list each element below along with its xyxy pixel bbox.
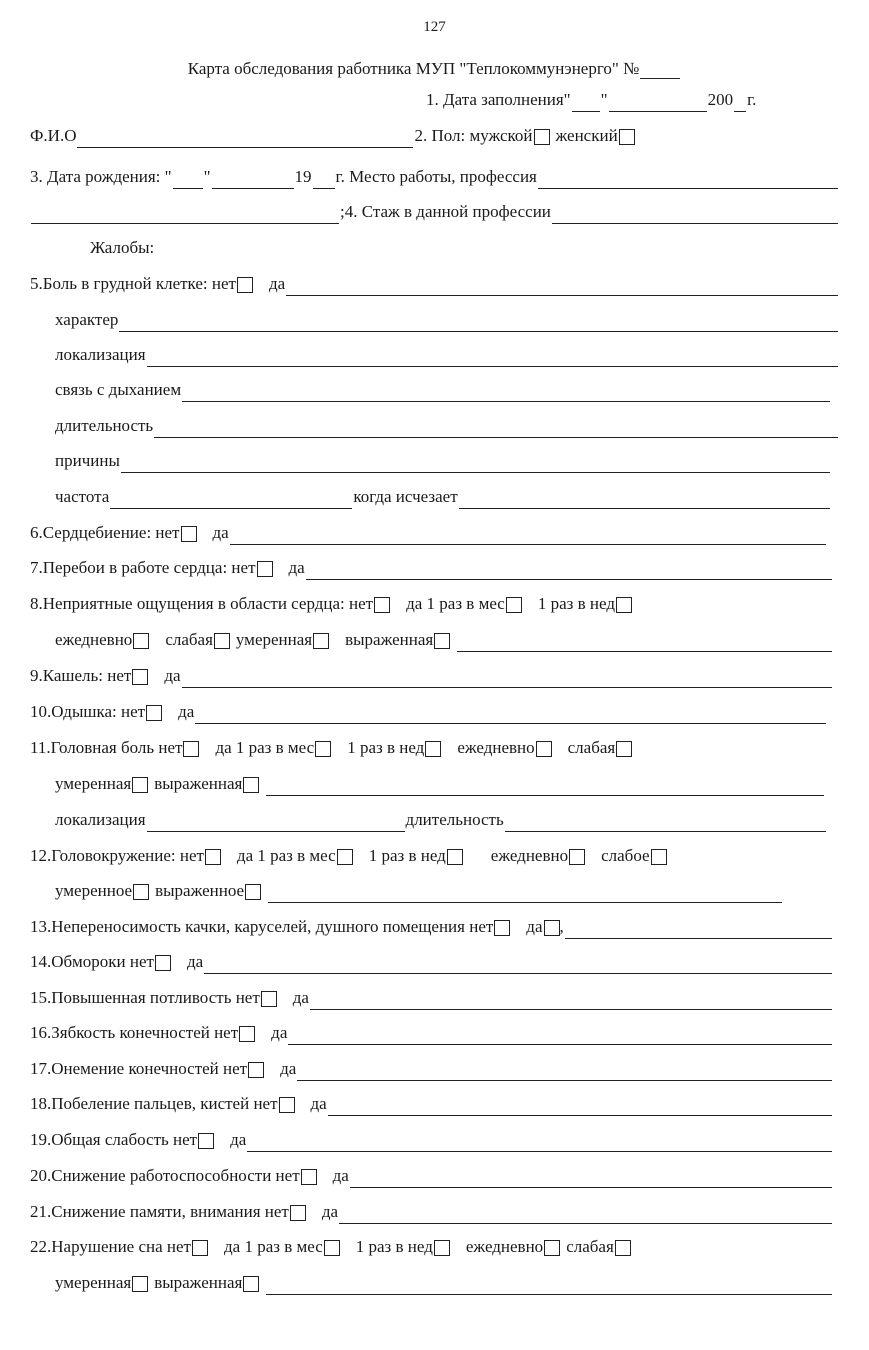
q7-label: 7.Перебои в работе сердца: нет [30,558,256,577]
q22-no-checkbox[interactable] [192,1240,208,1256]
q18-yes-label: да [310,1094,327,1113]
q8-monthly-label: да 1 раз в мес [406,594,505,613]
q5-duration-field[interactable] [154,418,838,438]
q6-row [30,521,827,545]
q11-severity-row [55,772,825,796]
q15-label: 15.Повышенная потливость нет [30,988,260,1007]
q21-no-checkbox[interactable] [290,1205,306,1221]
q14-row [30,950,833,974]
q8-weak-label: слабая [165,630,213,649]
q22-severe-checkbox[interactable] [243,1276,259,1292]
q13-no-checkbox[interactable] [494,920,510,936]
q8-weekly-checkbox[interactable] [616,597,632,613]
q11-moderate-label: умеренная [55,774,132,793]
q5-row [30,272,839,296]
q9-row [30,664,833,688]
q22-daily-checkbox[interactable] [544,1240,560,1256]
fill-date-year-prefix: 200 [707,90,734,109]
q5-frequency-row [55,485,831,509]
fill-date-label: 1. Дата заполнения" [426,90,571,109]
q22-weekly-label: 1 раз в нед [355,1237,433,1256]
q20-yes-label: да [332,1166,349,1185]
birth-day-field[interactable] [173,169,203,189]
q17-yes-label: да [280,1059,297,1078]
q13-label: 13.Непереносимость качки, каруселей, душного помещения нет [30,917,494,936]
q5-character-row [55,308,839,332]
q11-localization-field[interactable] [147,812,405,832]
q5-breathing-field[interactable] [182,382,830,402]
q9-details-field[interactable] [182,668,832,688]
q12-severe-checkbox[interactable] [245,884,261,900]
q19-row [30,1128,833,1152]
q12-daily-checkbox[interactable] [569,849,585,865]
female-label: женский [555,126,618,145]
q19-no-checkbox[interactable] [198,1133,214,1149]
q15-details-field[interactable] [310,990,832,1010]
q17-no-checkbox[interactable] [248,1062,264,1078]
fio-field[interactable] [77,128,413,148]
q8-severe-label: выраженная [345,630,434,649]
complaints-heading-row [90,236,154,260]
q12-weak-checkbox[interactable] [651,849,667,865]
q12-moderate-checkbox[interactable] [133,884,149,900]
q20-row [30,1164,833,1188]
q11-label: 11.Головная боль нет [30,738,183,757]
q6-details-field[interactable] [230,525,826,545]
q6-label: 6.Сердцебиение: нет [30,523,180,542]
q16-details-field[interactable] [288,1025,832,1045]
fio-row [30,124,839,148]
q5-character-field[interactable] [119,312,838,332]
q9-yes-label: да [164,666,181,685]
q5-no-checkbox[interactable] [237,277,253,293]
q12-weekly-checkbox[interactable] [447,849,463,865]
q13-details-field[interactable] [565,919,832,939]
q11-daily-checkbox[interactable] [536,741,552,757]
q22-row [30,1235,637,1259]
q22-daily-label: ежедневно [465,1237,544,1256]
q10-row [30,700,827,724]
fill-date-suffix: г. [747,90,757,109]
q11-localization-label: локализация [55,810,146,829]
fill-date-month-field[interactable] [609,92,707,112]
q17-details-field[interactable] [297,1061,832,1081]
q8-daily-checkbox[interactable] [133,633,149,649]
q11-weak-checkbox[interactable] [616,741,632,757]
birth-month-field[interactable] [212,169,294,189]
card-number-field[interactable] [640,59,680,79]
q12-no-checkbox[interactable] [205,849,221,865]
q7-no-checkbox[interactable] [257,561,273,577]
q22-weak-checkbox[interactable] [615,1240,631,1256]
q11-weekly-label: 1 раз в нед [347,738,425,757]
q6-no-checkbox[interactable] [181,526,197,542]
q5-frequency-field[interactable] [110,489,352,509]
q12-severity-row [55,879,783,903]
q15-yes-label: да [292,988,309,1007]
q22-severity-row [55,1271,833,1295]
page-number: 127 [423,19,446,35]
q7-row [30,556,833,580]
q8-moderate-label: умеренная [235,630,313,649]
q22-moderate-label: умеренная [55,1273,132,1292]
q12-row [30,844,673,868]
q5-details-field[interactable] [286,276,838,296]
q11-severe-checkbox[interactable] [243,777,259,793]
q16-no-checkbox[interactable] [239,1026,255,1042]
q11-details-field[interactable] [266,776,824,796]
q12-severe-label: выраженное [155,881,245,900]
form-title [0,59,869,79]
q5-disappears-label: когда исчезает [353,487,458,506]
q22-weekly-checkbox[interactable] [434,1240,450,1256]
birth-row [30,165,839,189]
q19-label: 19.Общая слабость нет [30,1130,198,1149]
q12-moderate-label: умеренное [55,881,133,900]
q22-monthly-checkbox[interactable] [324,1240,340,1256]
q8-details-field[interactable] [457,632,832,652]
sex-label: 2. Пол: мужской [414,126,533,145]
q10-label: 10.Одышка: нет [30,702,146,721]
q8-monthly-checkbox[interactable] [506,597,522,613]
q21-yes-label: да [321,1202,339,1221]
q8-moderate-checkbox[interactable] [313,633,329,649]
fill-date-quote: " [600,90,608,109]
q12-weak-label: слабое [601,846,650,865]
q10-details-field[interactable] [195,704,826,724]
q8-label: 8.Неприятные ощущения в области сердца: нет [30,594,374,613]
birth-date-quote: " [203,167,211,186]
fill-date-year-field[interactable] [734,92,746,112]
q5-breathing-row [55,378,831,402]
q5-causes-field[interactable] [121,453,830,473]
q8-daily-label: ежедневно [55,630,133,649]
q5-label: 5.Боль в грудной клетке: нет [30,274,236,293]
male-checkbox[interactable] [534,129,550,145]
experience-row [30,200,839,224]
q11-monthly-checkbox[interactable] [315,741,331,757]
q12-details-field[interactable] [268,883,782,903]
q7-yes-label: да [288,558,305,577]
q5-localization-row [55,343,839,367]
q12-monthly-checkbox[interactable] [337,849,353,865]
q21-label: 21.Снижение памяти, внимания нет [30,1202,289,1221]
fill-date-day-field[interactable] [572,92,600,112]
experience-label: ;4. Стаж в данной профессии [340,202,551,221]
q12-weekly-label: 1 раз в нед [368,846,446,865]
q11-localization-row [55,808,827,832]
q5-disappears-field[interactable] [459,489,830,509]
q5-character-label: характер [55,310,119,329]
q19-details-field[interactable] [247,1132,832,1152]
q18-label: 18.Побеление пальцев, кистей нет [30,1094,278,1113]
q22-label: 22.Нарушение сна нет [30,1237,191,1256]
experience-field[interactable] [552,204,838,224]
q20-details-field[interactable] [350,1168,832,1188]
q13-yes-label: да [526,917,543,936]
q12-monthly-label: да 1 раз в мес [236,846,336,865]
q10-no-checkbox[interactable] [146,705,162,721]
q11-duration-label: длительность [405,810,504,829]
q5-yes-label: да [268,274,286,293]
q22-moderate-checkbox[interactable] [132,1276,148,1292]
q8-weak-checkbox[interactable] [214,633,230,649]
q13-comma: , [559,917,564,936]
q17-label: 17.Онемение конечностей нет [30,1059,248,1078]
q21-details-field[interactable] [339,1204,832,1224]
workplace-field[interactable] [538,169,838,189]
q14-no-checkbox[interactable] [155,955,171,971]
q8-severity-row [55,628,833,652]
q5-breathing-label: связь с дыханием [55,380,182,399]
q5-causes-row [55,449,831,473]
q14-details-field[interactable] [204,954,832,974]
q19-yes-label: да [230,1130,247,1149]
female-checkbox[interactable] [619,129,635,145]
q20-label: 20.Снижение работоспособности нет [30,1166,300,1185]
q9-label: 9.Кашель: нет [30,666,132,685]
q5-localization-field[interactable] [147,347,838,367]
q21-row [30,1200,833,1224]
q6-yes-label: да [212,523,229,542]
q7-details-field[interactable] [306,560,832,580]
q11-duration-field[interactable] [505,812,826,832]
q18-row [30,1092,833,1116]
q11-no-checkbox[interactable] [183,741,199,757]
birth-year-field[interactable] [313,169,335,189]
q16-yes-label: да [271,1023,288,1042]
q10-yes-label: да [178,702,195,721]
q11-monthly-label: да 1 раз в мес [215,738,315,757]
q11-daily-label: ежедневно [457,738,535,757]
q11-severe-label: выраженная [154,774,243,793]
q5-duration-row [55,414,839,438]
q16-row [30,1021,833,1045]
q12-daily-label: ежедневно [490,846,569,865]
q8-severe-checkbox[interactable] [434,633,450,649]
q5-frequency-label: частота [55,487,110,506]
q9-no-checkbox[interactable] [132,669,148,685]
birth-date-label: 3. Дата рождения: " [30,167,172,186]
q5-causes-label: причины [55,451,120,470]
q8-no-checkbox[interactable] [374,597,390,613]
q5-duration-label: длительность [55,416,154,435]
q14-yes-label: да [186,952,204,971]
q11-moderate-checkbox[interactable] [132,777,148,793]
q15-row [30,986,833,1010]
q8-weekly-label: 1 раз в нед [537,594,615,613]
q22-monthly-label: да 1 раз в мес [224,1237,323,1256]
q18-no-checkbox[interactable] [279,1097,295,1113]
fill-date-row [426,88,839,112]
q22-severe-label: выраженная [154,1273,243,1292]
q13-row [30,915,833,939]
q11-weak-label: слабая [567,738,616,757]
q16-label: 16.Зябкость конечностей нет [30,1023,239,1042]
birth-year-prefix: 19 [294,167,312,186]
complaints-heading: Жалобы: [90,238,155,257]
q8-row [30,592,638,616]
profession-field[interactable] [31,204,339,224]
fio-label: Ф.И.О [30,126,77,145]
q20-no-checkbox[interactable] [301,1169,317,1185]
form-title-text: Карта обследования работника МУП "Теплокоммунэнерго" № [187,59,640,78]
workplace-label: г. Место работы, профессия [335,167,537,186]
q22-weak-label: слабая [566,1237,614,1256]
q15-no-checkbox[interactable] [261,991,277,1007]
q17-row [30,1057,833,1081]
q13-yes-checkbox[interactable] [544,920,560,936]
q18-details-field[interactable] [328,1096,832,1116]
q14-label: 14.Обмороки нет [30,952,154,971]
q11-weekly-checkbox[interactable] [425,741,441,757]
q22-details-field[interactable] [266,1275,832,1295]
q12-label: 12.Головокружение: нет [30,846,204,865]
q5-localization-label: локализация [55,345,146,364]
q11-row [30,736,638,760]
